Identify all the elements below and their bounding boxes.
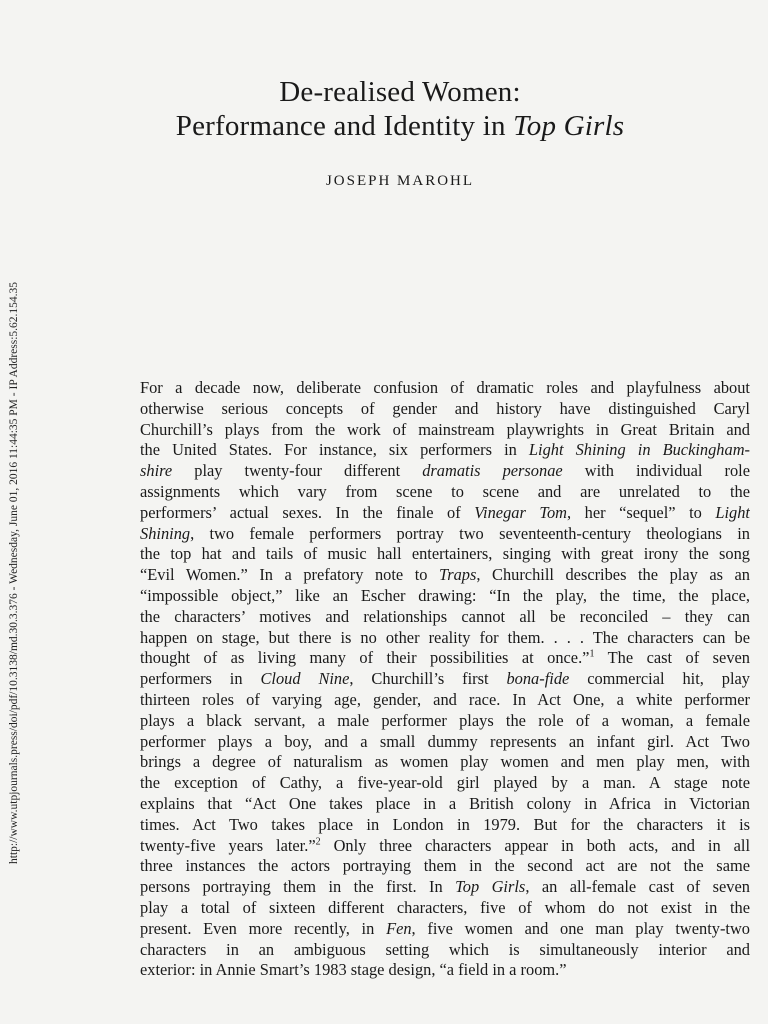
body-line: happen on stage, but there is no other reality for them. . . . The characters can be <box>140 627 750 647</box>
body-line: present. Even more recently, in Fen, five women and one man play twenty-two <box>140 918 750 938</box>
body-line: Churchill’s plays from the work of mainstream playwrights in Great Britain and <box>140 419 750 439</box>
body-line: the United States. For instance, six performers in Light Shining in Buckingham- <box>140 440 750 460</box>
download-watermark: http://www.utpjournals.press/doi/pdf/10.3138/md.30.3.376 - Wednesday, June 01, 2016 11:44:35 PM - IP Address:5.62.154.35 <box>8 281 20 864</box>
body-line: “impossible object,” like an Escher drawing: “In the play, the time, the place, <box>140 585 750 605</box>
body-line: “Evil Women.” In a prefatory note to Traps, Churchill describes the play as an <box>140 565 750 585</box>
body-line: shire play twenty-four different dramatis personae with individual role <box>140 461 750 481</box>
body-line: explains that “Act One takes place in a British colony in Africa in Victorian <box>140 793 750 813</box>
title-italic: Top Girls <box>513 110 625 142</box>
body-line: persons portraying them in the first. In Top Girls, an all-female cast of seven <box>140 877 750 897</box>
body-line: plays a black servant, a male performer plays the role of a woman, a female <box>140 710 750 730</box>
body-line: exterior: in Annie Smart’s 1983 stage design, “a field in a room.” <box>140 960 567 980</box>
body-line: assignments which vary from scene to scene and are unrelated to the <box>140 481 750 501</box>
title-line-2: Performance and Identity in Top Girls <box>175 110 625 142</box>
body-line: thirteen roles of varying age, gender, and race. In Act One, a white performer <box>140 689 750 709</box>
body-line: characters in an ambiguous setting which is simultaneously interior and <box>140 939 750 959</box>
body-line: Shining, two female performers portray two seventeenth-century theologians in <box>140 523 750 543</box>
body-line: times. Act Two takes place in London in 1979. But for the characters it is <box>140 814 750 834</box>
body-line: three instances the actors portraying them in the second act are not the same <box>140 856 750 876</box>
body-line: performer plays a boy, and a small dummy represents an infant girl. Act Two <box>140 731 750 751</box>
title-line-1: De-realised Women: <box>279 76 521 108</box>
footnote-ref: 2 <box>315 836 321 848</box>
body-line: the characters’ motives and relationships cannot all be reconciled – they can <box>140 606 750 626</box>
body-line: thought of as living many of their possibilities at once.”$^1$ The cast of seven <box>140 648 750 668</box>
body-line: otherwise serious concepts of gender and history have distinguished Caryl <box>140 398 750 418</box>
body-line: the exception of Cathy, a five-year-old girl played by a man. A stage note <box>140 773 750 793</box>
body-line: twenty-five years later.”$^2$ Only three characters appear in both acts, and in all <box>140 835 750 855</box>
body-line: For a decade now, deliberate confusion of dramatic roles and playfulness about <box>140 378 750 397</box>
footnote-ref: 1 <box>589 648 595 660</box>
body-line: play a total of sixteen different characters, five of whom do not exist in the <box>140 897 750 917</box>
body-line: the top hat and tails of music hall entertainers, singing with great irony the song <box>140 544 750 564</box>
body-line: brings a degree of naturalism as women play women and men play men, with <box>140 752 750 772</box>
article-title <box>120 75 680 143</box>
body-line: performers’ actual sexes. In the finale of Vinegar Tom, her “sequel” to Light <box>140 502 750 522</box>
article-body <box>140 378 750 981</box>
body-line: performers in Cloud Nine, Churchill’s first bona-fide commercial hit, play <box>140 669 750 689</box>
author-name: JOSEPH MAROHL <box>325 173 475 189</box>
